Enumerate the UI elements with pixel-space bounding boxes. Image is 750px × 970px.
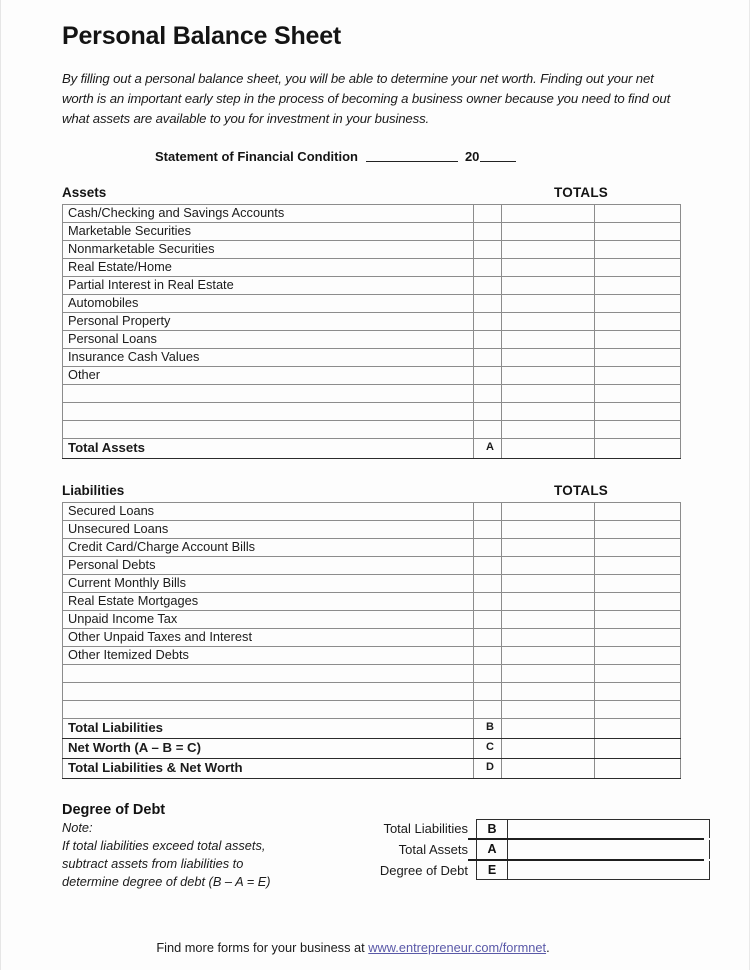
- liability-row-value-2[interactable]: [595, 502, 681, 520]
- assets-totals-heading: TOTALS: [554, 184, 608, 200]
- asset-row-value-1[interactable]: [502, 204, 595, 222]
- footer-text-before: Find more forms for your business at: [156, 939, 369, 955]
- total-assets-value-2[interactable]: [595, 438, 681, 458]
- liability-blank-label[interactable]: [63, 700, 474, 718]
- total-liabilities-net-worth-value-1[interactable]: [502, 758, 595, 778]
- total-liabilities-net-worth-label: Total Liabilities & Net Worth: [63, 758, 474, 778]
- liability-row-value-1[interactable]: [502, 502, 595, 520]
- liability-blank-label[interactable]: [63, 664, 474, 682]
- liability-row-value-2[interactable]: [595, 574, 681, 592]
- asset-row-value-2[interactable]: [595, 312, 681, 330]
- asset-row-letter: [474, 294, 502, 312]
- liability-row-letter: [474, 646, 502, 664]
- degree-of-debt-letter: E: [476, 861, 508, 880]
- table-row: [63, 222, 681, 240]
- liability-row-value-1[interactable]: [502, 538, 595, 556]
- asset-blank-letter: [474, 384, 502, 402]
- asset-row-value-2[interactable]: [595, 276, 681, 294]
- table-row-blank: [63, 664, 681, 682]
- assets-table: [62, 204, 681, 459]
- liability-row-letter: [474, 592, 502, 610]
- total-assets-letter: A: [474, 438, 502, 458]
- liability-row-letter: [474, 538, 502, 556]
- asset-row-letter: [474, 276, 502, 294]
- total-liabilities-net-worth-value-2[interactable]: [595, 758, 681, 778]
- asset-blank-value-1[interactable]: [502, 402, 595, 420]
- liabilities-section-header: [62, 459, 682, 502]
- liability-row-letter: [474, 502, 502, 520]
- asset-row-letter: [474, 366, 502, 384]
- asset-row-value-2[interactable]: [595, 348, 681, 366]
- table-row: [63, 330, 681, 348]
- asset-row-value-1[interactable]: [502, 276, 595, 294]
- asset-row-value-2[interactable]: [595, 366, 681, 384]
- liability-row-label: Other Itemized Debts: [63, 646, 474, 664]
- liability-row-value-2[interactable]: [595, 610, 681, 628]
- table-row: [63, 258, 681, 276]
- liability-row-letter: [474, 628, 502, 646]
- table-row: [63, 538, 681, 556]
- asset-blank-value-2[interactable]: [595, 402, 681, 420]
- asset-row-letter: [474, 348, 502, 366]
- liability-row-value-2[interactable]: [595, 538, 681, 556]
- liability-blank-value-2[interactable]: [595, 682, 681, 700]
- asset-row-label: Insurance Cash Values: [63, 348, 474, 366]
- asset-row-letter: [474, 204, 502, 222]
- asset-row-label: Marketable Securities: [63, 222, 474, 240]
- net-worth-letter: C: [474, 738, 502, 758]
- degree-of-debt-row-degree-of-debt: [364, 861, 710, 880]
- table-row: [63, 646, 681, 664]
- asset-blank-letter: [474, 402, 502, 420]
- liability-row-label: Secured Loans: [63, 502, 474, 520]
- liability-row-value-1[interactable]: [502, 520, 595, 538]
- table-row: [63, 610, 681, 628]
- degree-of-debt-label: Degree of Debt: [379, 863, 468, 879]
- asset-row-label: Nonmarketable Securities: [63, 240, 474, 258]
- liability-row-letter: [474, 574, 502, 592]
- table-row-blank: [63, 402, 681, 420]
- asset-blank-label[interactable]: [63, 402, 474, 420]
- document-content: [62, 0, 682, 955]
- table-row: [63, 366, 681, 384]
- statement-date-blank[interactable]: [366, 150, 458, 162]
- asset-row-value-1[interactable]: [502, 240, 595, 258]
- liability-row-value-1[interactable]: [502, 556, 595, 574]
- degree-of-debt-value[interactable]: [508, 819, 710, 838]
- table-row-blank: [63, 420, 681, 438]
- liabilities-totals-heading: TOTALS: [554, 482, 608, 498]
- degree-of-debt-heading: Degree of Debt: [62, 801, 166, 818]
- asset-row-value-1[interactable]: [502, 294, 595, 312]
- table-row: [63, 240, 681, 258]
- liability-blank-value-2[interactable]: [595, 700, 681, 718]
- liability-blank-letter: [474, 664, 502, 682]
- liability-blank-value-1[interactable]: [502, 700, 595, 718]
- table-row: [63, 348, 681, 366]
- liability-row-value-1[interactable]: [502, 574, 595, 592]
- statement-of-financial-condition-line: [62, 129, 682, 164]
- asset-row-value-2[interactable]: [595, 240, 681, 258]
- table-row: [63, 312, 681, 330]
- liability-row-value-1[interactable]: [502, 628, 595, 646]
- degree-of-debt-section: [62, 779, 682, 913]
- asset-row-value-1[interactable]: [502, 258, 595, 276]
- net-worth-row: [63, 738, 681, 758]
- liability-blank-value-1[interactable]: [502, 664, 595, 682]
- total-assets-value-1[interactable]: [502, 438, 595, 458]
- asset-row-label: Personal Loans: [63, 330, 474, 348]
- liability-row-letter: [474, 520, 502, 538]
- table-row: [63, 592, 681, 610]
- net-worth-value-2[interactable]: [595, 738, 681, 758]
- asset-row-value-1[interactable]: [502, 366, 595, 384]
- liability-row-label: Credit Card/Charge Account Bills: [63, 538, 474, 556]
- net-worth-label: Net Worth (A – B = C): [63, 738, 474, 758]
- liability-blank-letter: [474, 682, 502, 700]
- liabilities-table: [62, 502, 681, 779]
- total-liabilities-letter: B: [474, 718, 502, 738]
- asset-row-label: Cash/Checking and Savings Accounts: [63, 204, 474, 222]
- degree-of-debt-note-line-1: If total liabilities exceed total assets,: [62, 837, 266, 853]
- liability-blank-value-1[interactable]: [502, 682, 595, 700]
- liability-row-label: Personal Debts: [63, 556, 474, 574]
- total-assets-label: Total Assets: [63, 438, 474, 458]
- asset-blank-letter: [474, 420, 502, 438]
- table-row: [63, 294, 681, 312]
- total-liabilities-net-worth-letter: D: [474, 758, 502, 778]
- asset-blank-value-1[interactable]: [502, 420, 595, 438]
- degree-of-debt-value[interactable]: [508, 840, 710, 859]
- liability-row-value-2[interactable]: [595, 628, 681, 646]
- asset-blank-label[interactable]: [63, 420, 474, 438]
- table-row-blank: [63, 384, 681, 402]
- degree-of-debt-row-total-liabilities: [364, 819, 710, 838]
- table-row: [63, 574, 681, 592]
- liability-row-letter: [474, 556, 502, 574]
- asset-row-letter: [474, 240, 502, 258]
- degree-of-debt-label: Total Assets: [398, 842, 468, 858]
- asset-blank-value-1[interactable]: [502, 384, 595, 402]
- table-row-blank: [63, 682, 681, 700]
- asset-row-value-1[interactable]: [502, 312, 595, 330]
- degree-of-debt-label: Total Liabilities: [383, 820, 468, 836]
- liabilities-table-body: [63, 502, 681, 778]
- liability-row-label: Other Unpaid Taxes and Interest: [63, 628, 474, 646]
- liability-blank-value-2[interactable]: [595, 664, 681, 682]
- formnet-link[interactable]: www.entrepreneur.com/formnet: [368, 939, 547, 955]
- total-liabilities-label: Total Liabilities: [63, 718, 474, 738]
- asset-blank-label[interactable]: [63, 384, 474, 402]
- liability-blank-letter: [474, 700, 502, 718]
- liability-row-letter: [474, 610, 502, 628]
- degree-of-debt-note-line-2: subtract assets from liabilities to: [62, 856, 244, 872]
- liability-row-label: Unpaid Income Tax: [63, 610, 474, 628]
- statement-label: Statement of Financial Condition: [155, 148, 358, 164]
- liability-row-label: Real Estate Mortgages: [63, 592, 474, 610]
- asset-row-value-1[interactable]: [502, 348, 595, 366]
- asset-row-label: Partial Interest in Real Estate: [63, 276, 474, 294]
- total-liabilities-value-1[interactable]: [502, 718, 595, 738]
- degree-of-debt-box: [364, 819, 710, 881]
- degree-of-debt-letter: A: [476, 840, 508, 859]
- liability-row-label: Current Monthly Bills: [63, 574, 474, 592]
- asset-row-label: Automobiles: [63, 294, 474, 312]
- asset-row-label: Personal Property: [63, 312, 474, 330]
- degree-of-debt-value[interactable]: [508, 861, 710, 880]
- degree-of-debt-note-line-3: determine degree of debt (B – A = E): [62, 874, 271, 890]
- liability-row-value-2[interactable]: [595, 556, 681, 574]
- total-liabilities-value-2[interactable]: [595, 718, 681, 738]
- degree-of-debt-row-total-assets: [364, 840, 710, 859]
- footer: [62, 913, 682, 955]
- total-liabilities-row: [63, 718, 681, 738]
- asset-row-label: Real Estate/Home: [63, 258, 474, 276]
- total-liabilities-and-net-worth-row: [63, 758, 681, 778]
- total-assets-row: [63, 438, 681, 458]
- asset-row-letter: [474, 312, 502, 330]
- asset-row-value-2[interactable]: [595, 258, 681, 276]
- asset-row-value-1[interactable]: [502, 330, 595, 348]
- asset-row-value-2[interactable]: [595, 294, 681, 312]
- page-title: Personal Balance Sheet: [62, 22, 342, 50]
- asset-row-value-1[interactable]: [502, 222, 595, 240]
- liability-row-label: Unsecured Loans: [63, 520, 474, 538]
- asset-row-value-2[interactable]: [595, 330, 681, 348]
- table-row: [63, 204, 681, 222]
- liability-row-value-2[interactable]: [595, 520, 681, 538]
- liabilities-heading: Liabilities: [62, 482, 125, 498]
- asset-row-letter: [474, 222, 502, 240]
- asset-row-letter: [474, 258, 502, 276]
- statement-century-prefix: 20: [464, 148, 480, 164]
- asset-row-value-2[interactable]: [595, 204, 681, 222]
- liability-row-value-1[interactable]: [502, 646, 595, 664]
- asset-blank-value-2[interactable]: [595, 384, 681, 402]
- liability-row-value-2[interactable]: [595, 646, 681, 664]
- table-row: [63, 628, 681, 646]
- liability-row-value-1[interactable]: [502, 592, 595, 610]
- table-row-blank: [63, 700, 681, 718]
- intro-paragraph: By filling out a personal balance sheet, you will be able to determine your net worth. Finding out your net worth is an important early step in the process of becoming a business owner because you need to find out what assets are available to you for investment in your business.: [62, 70, 671, 126]
- table-row: [63, 276, 681, 294]
- asset-row-label: Other: [63, 366, 474, 384]
- assets-section-header: [62, 164, 682, 204]
- net-worth-value-1[interactable]: [502, 738, 595, 758]
- assets-heading: Assets: [62, 184, 107, 200]
- table-row: [63, 556, 681, 574]
- table-row: [63, 502, 681, 520]
- liability-blank-label[interactable]: [63, 682, 474, 700]
- asset-blank-value-2[interactable]: [595, 420, 681, 438]
- degree-of-debt-note-label: Note:: [62, 819, 93, 835]
- liability-row-value-1[interactable]: [502, 610, 595, 628]
- asset-row-value-2[interactable]: [595, 222, 681, 240]
- statement-year-blank[interactable]: [480, 150, 516, 162]
- assets-table-body: [63, 204, 681, 458]
- degree-of-debt-letter: B: [476, 819, 508, 838]
- table-row: [63, 520, 681, 538]
- footer-text-after: .: [546, 939, 550, 955]
- liability-row-value-2[interactable]: [595, 592, 681, 610]
- asset-row-letter: [474, 330, 502, 348]
